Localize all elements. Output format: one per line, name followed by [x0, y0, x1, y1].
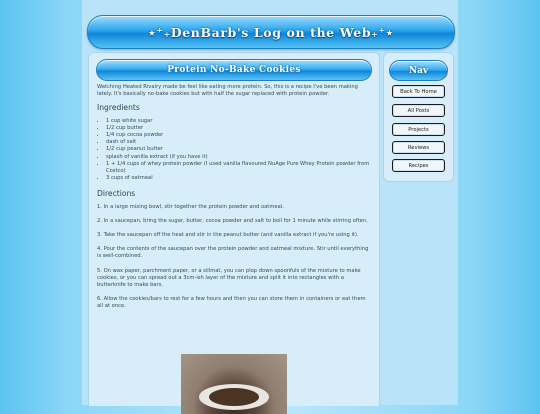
direction-step: 3. Take the saucepan off the heat and stir in the peanut butter (and vanilla extract if you're using it).: [97, 232, 359, 239]
ingredient-item: • dash of salt: [106, 139, 371, 146]
nav-all-posts-button[interactable]: All Posts: [392, 104, 445, 117]
site-title: ⋆⁺₊DenBarb's Log on the Web₊⁺⋆: [147, 24, 394, 40]
direction-step: 4. Pour the contents of the saucepan over the protein powder and oatmeal mixture. Stir until everything is well-combined.: [97, 246, 369, 260]
ingredient-item: • 1/2 cup butter: [106, 125, 371, 132]
ingredient-item: • 3 cups of oatmeal: [106, 175, 371, 182]
ingredient-item: • splash of vanilla extract (if you have it): [106, 154, 371, 161]
main-content-panel: [88, 52, 380, 406]
nav-title-bar: [389, 60, 448, 81]
post-body: [97, 84, 371, 315]
direction-step: 2. In a saucepan, bring the sugar, butter, cocoa powder and salt to boil for 1 minute while stirring often.: [97, 217, 368, 224]
post-title-bar: [96, 59, 372, 81]
ingredient-item: • 1/4 cup cocoa powder: [106, 132, 371, 139]
nav-recipes-button[interactable]: Recipes: [392, 159, 445, 172]
nav-projects-button[interactable]: Projects: [392, 123, 445, 136]
nav-back-to-home-button[interactable]: Back To Home: [392, 85, 445, 98]
cookie-pile-shape: [209, 388, 259, 406]
post-title: Protein No-Bake Cookies: [167, 65, 301, 75]
nav-reviews-button[interactable]: Reviews: [392, 141, 445, 154]
nav-sidebar: [383, 52, 454, 182]
direction-step: 1. In a large mixing bowl, stir together the protein powder and oatmeal.: [97, 203, 284, 210]
directions-heading: Directions: [97, 189, 136, 199]
nav-title: Nav: [408, 65, 429, 76]
direction-step: 5. On wax paper, parchment paper, or a sillmat, you can plop down spoonfuls of the mixture to make cookies, or you can spread out a 3cm-ish layer of the mixture and split it into rectangles with a butterknife to make bars.: [97, 267, 361, 289]
ingredients-heading: Ingredients: [97, 103, 140, 113]
ingredient-item: • 1 cup white sugar: [106, 118, 371, 125]
ingredient-item: • 1 + 1/4 cups of whey protein powder (I used vanilla flavoured NuAge Pure Whey Protein powder from Costco): [106, 161, 371, 175]
post-intro: Watching Heated Rivalry made be feel like eating more protein. So, this is a recipe I've been making lately. It's basically no-bake cookies but with half the sugar replaced with protein powder.: [97, 84, 358, 98]
site-banner[interactable]: [87, 15, 455, 49]
direction-step: 6. Allow the cookies/bars to rest for a few hours and then you can store them in containers or eat them all at once.: [97, 296, 366, 310]
cookies-photo: [181, 354, 287, 414]
ingredients-list: [97, 118, 371, 183]
ingredient-item: • 1/2 cup peanut butter: [106, 146, 371, 153]
